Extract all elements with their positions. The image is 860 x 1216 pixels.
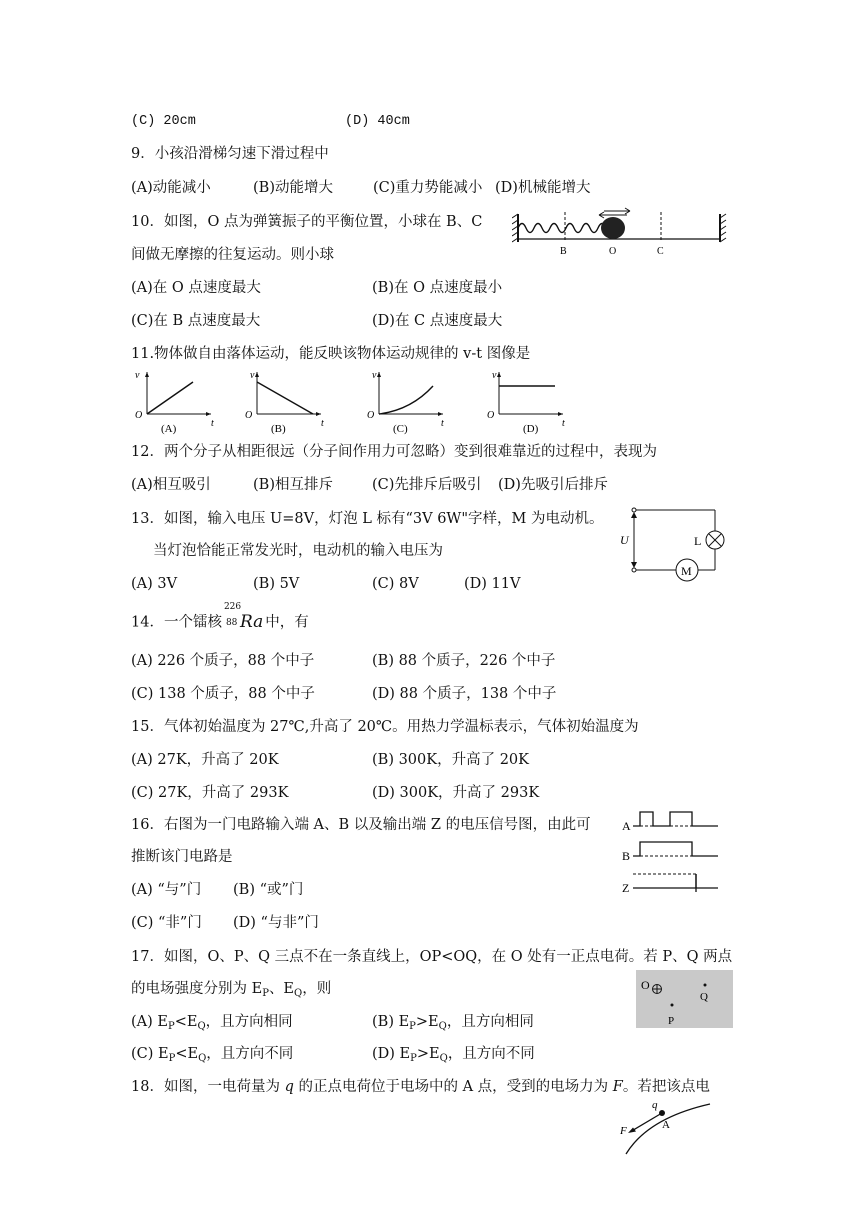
subscript-p: P	[262, 988, 269, 999]
v-axis-label: v	[492, 370, 497, 381]
q9-option-c: (C)重力势能减小	[373, 180, 483, 196]
origin-label: O	[135, 410, 143, 421]
vt-graph-b	[245, 370, 324, 435]
graph-label-c: (C)	[393, 423, 408, 435]
q12-option-c: (C)先排斥后吸引	[372, 477, 482, 493]
q17-stem-line1: 17．如图，O、P、Q 三点不在一条直线上，OP<OQ，在 O 处有一正点电荷。若 P、Q 两点	[131, 949, 733, 965]
q17-stem2-pre: 的电场强度分别为 E	[131, 981, 263, 997]
origin-label: O	[245, 410, 253, 421]
mass-number: 226	[223, 602, 242, 612]
option-b-post: ，且方向相同	[446, 1014, 534, 1030]
atomic-number: 88	[225, 618, 238, 628]
t-axis-label: t	[321, 418, 324, 429]
q14-option-c: (C) 138 个质子，88 个中子	[131, 686, 315, 702]
t-axis-label: t	[562, 418, 565, 429]
q10-option-d: (D)在 C 点速度最大	[372, 313, 503, 329]
q14-option-b: (B) 88 个质子，226 个中子	[372, 653, 556, 669]
q12-stem: 12．两个分子从相距很远（分子间作用力可忽略）变到很难靠近的过程中，表现为	[131, 444, 657, 460]
motor-label: M	[681, 564, 692, 578]
q8-option-d: (D) 40cm	[345, 114, 410, 129]
force-f-label: F	[620, 1125, 627, 1137]
q17-stem2-post: ，则	[302, 981, 332, 997]
logic-gate-waveform-figure	[620, 806, 724, 898]
radium-nuclide	[223, 602, 264, 633]
q15-option-c: (C) 27K，升高了 293K	[131, 785, 289, 801]
q15-stem: 15．气体初始温度为 27℃,升高了 20℃。用热力学温标表示，气体初始温度为	[131, 719, 639, 735]
subscript-p: P	[410, 1053, 417, 1064]
element-symbol: Ra	[239, 612, 264, 632]
q13-option-c: (C) 8V	[372, 576, 419, 592]
q15-option-b: (B) 300K，升高了 20K	[372, 752, 529, 768]
q15-option-a: (A) 27K，升高了 20K	[131, 752, 279, 768]
origin-label: O	[367, 410, 375, 421]
option-a-post: ，且方向相同	[205, 1014, 293, 1030]
q14-option-d: (D) 88 个质子，138 个中子	[372, 686, 557, 702]
q18-stem-post: 。若把该点电	[622, 1079, 710, 1095]
q14-stem-pre: 14．一个镭核	[131, 614, 222, 631]
q16-option-b: (B) “或”门	[233, 882, 304, 898]
point-c-label: C	[657, 246, 664, 257]
q17-option-d	[372, 1044, 535, 1069]
q13-option-d: (D) 11V	[464, 576, 521, 592]
graph-label-a: (A)	[161, 423, 177, 435]
option-c-mid: <E	[175, 1046, 199, 1062]
q9-option-d: (D)机械能增大	[495, 180, 591, 196]
q13-stem-line2: 当灯泡恰能正常发光时，电动机的输入电压为	[153, 543, 443, 559]
q10-stem-line1: 10．如图，O 点为弹簧振子的平衡位置，小球在 B、C	[131, 214, 483, 230]
subscript-q: Q	[198, 1053, 207, 1064]
q10-option-b: (B)在 O 点速度最小	[372, 280, 503, 296]
q12-option-a: (A)相互吸引	[131, 477, 211, 493]
option-a-mid: <E	[174, 1014, 198, 1030]
field-line-figure	[618, 1098, 718, 1158]
q17-option-a	[131, 1012, 293, 1037]
q9-option-b: (B)动能增大	[253, 180, 333, 196]
option-d-mid: >E	[416, 1046, 440, 1062]
q16-option-d: (D) “与非”门	[233, 915, 319, 931]
point-o-label: O	[609, 246, 617, 257]
q10-option-a: (A)在 O 点速度最大	[131, 280, 261, 296]
q10-option-c: (C)在 B 点速度最大	[131, 313, 261, 329]
spring-oscillator-figure	[512, 206, 732, 262]
option-b-mid: >E	[415, 1014, 439, 1030]
subscript-p: P	[409, 1021, 416, 1032]
q16-option-a: (A) “与”门	[131, 882, 202, 898]
input-a-label: A	[622, 819, 631, 833]
q10-stem-line2: 间做无摩擦的往复运动。则小球	[131, 247, 334, 263]
voltage-label: U	[620, 533, 629, 547]
q17-stem2-mid: 、E	[268, 981, 295, 997]
v-axis-label: v	[135, 370, 140, 381]
q18-stem-pre: 18．如图，一电荷量为	[131, 1079, 285, 1095]
point-o-label: O	[641, 978, 650, 992]
graph-label-b: (B)	[271, 423, 286, 435]
input-b-label: B	[622, 849, 631, 863]
q15-option-d: (D) 300K，升高了 293K	[372, 785, 540, 801]
option-a-pre: (A) E	[131, 1014, 168, 1030]
lamp-label: L	[694, 534, 702, 548]
subscript-q: Q	[439, 1053, 448, 1064]
q18-stem	[131, 1077, 710, 1097]
point-charge-figure	[636, 970, 733, 1028]
q13-stem-line1: 13．如图，输入电压 U=8V，灯泡 L 标有“3V 6W"字样，M 为电动机。	[131, 511, 604, 527]
subscript-q: Q	[438, 1021, 447, 1032]
force-symbol: F	[612, 1079, 623, 1095]
subscript-p: P	[167, 1021, 175, 1032]
q16-stem-line2: 推断该门电路是	[131, 849, 233, 865]
point-a-label: A	[662, 1119, 670, 1131]
charge-q-label: q	[652, 1099, 658, 1111]
q14-stem-post: 中，有	[265, 614, 309, 631]
q8-option-c: (C) 20cm	[131, 114, 196, 129]
q16-stem-line1: 16．右图为一门电路输入端 A、B 以及输出端 Z 的电压信号图，由此可	[131, 817, 591, 833]
option-b-pre: (B) E	[372, 1014, 410, 1030]
v-axis-label: v	[250, 370, 255, 381]
vt-graphs-figure	[131, 368, 571, 436]
option-c-post: ，且方向不同	[206, 1046, 294, 1062]
output-z-label: Z	[622, 881, 630, 895]
q14-option-a: (A) 226 个质子，88 个中子	[131, 653, 315, 669]
q14-stem	[131, 602, 309, 633]
point-p-label: P	[668, 1015, 675, 1027]
t-axis-label: t	[211, 418, 214, 429]
q17-option-b	[372, 1012, 534, 1037]
q13-option-b: (B) 5V	[253, 576, 300, 592]
origin-label: O	[487, 410, 495, 421]
q11-stem: 11.物体做自由落体运动，能反映该物体运动规律的 v-t 图像是	[131, 346, 531, 362]
option-d-post: ，且方向不同	[447, 1046, 535, 1062]
subscript-p: P	[168, 1053, 176, 1064]
v-axis-label: v	[372, 370, 377, 381]
t-axis-label: t	[441, 418, 444, 429]
subscript-q: Q	[197, 1021, 206, 1032]
q17-stem-line2	[131, 979, 331, 1004]
q13-option-a: (A) 3V	[131, 576, 178, 592]
charge-symbol: q	[284, 1079, 294, 1095]
vt-graph-c	[367, 370, 444, 435]
q17-option-c	[131, 1044, 293, 1069]
option-c-pre: (C) E	[131, 1046, 169, 1062]
point-q-label: Q	[700, 991, 708, 1003]
lamp-motor-circuit-figure	[620, 502, 732, 584]
q12-option-b: (B)相互排斥	[253, 477, 333, 493]
point-b-label: B	[560, 246, 567, 257]
q9-option-a: (A)动能减小	[131, 180, 211, 196]
q16-option-c: (C) “非”门	[131, 915, 202, 931]
q9-stem: 9．小孩沿滑梯匀速下滑过程中	[131, 146, 329, 162]
option-d-pre: (D) E	[372, 1046, 411, 1062]
vt-graph-a	[135, 370, 214, 435]
q12-option-d: (D)先吸引后排斥	[498, 477, 608, 493]
vt-graph-d	[487, 370, 565, 435]
q18-stem-mid: 的正点电荷位于电场中的 A 点，受到的电场力为	[293, 1079, 613, 1095]
graph-label-d: (D)	[523, 423, 539, 435]
subscript-q: Q	[294, 988, 303, 999]
